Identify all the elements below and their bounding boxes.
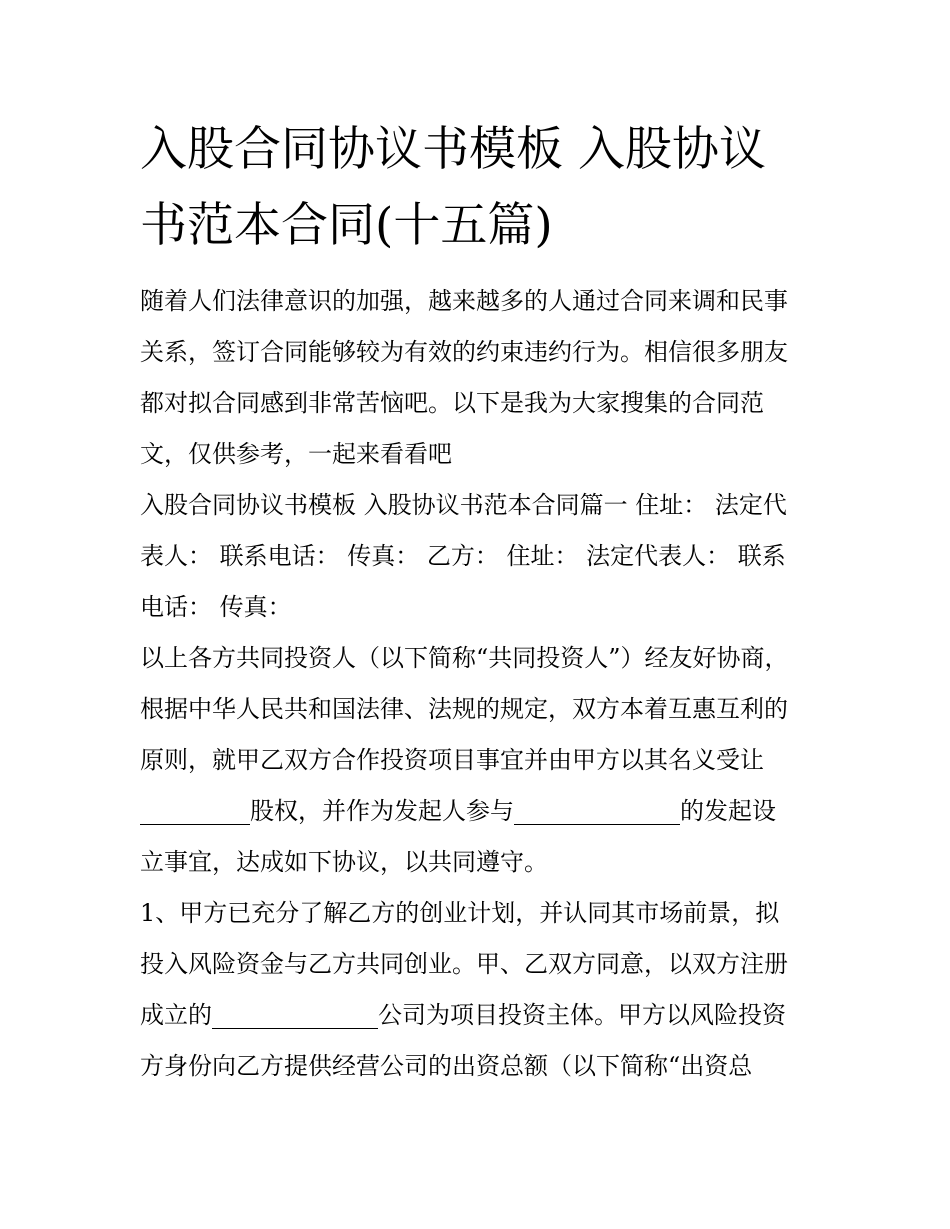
document-title: [140, 112, 830, 264]
document-body: [140, 276, 820, 1092]
text-line: 电话： 传真：: [140, 593, 292, 621]
text-line: 都对拟合同感到非常苦恼吧。以下是我为大家搜集的合同范: [140, 389, 764, 417]
text-line: [140, 990, 820, 1041]
text-line: 方身份向乙方提供经营公司的出资总额（以下简称“出资总: [140, 1052, 753, 1080]
fill-in-blank: [140, 794, 250, 825]
text-line: 根据中华人民共和国法律、法规的规定，双方本着互惠互利的: [140, 695, 788, 723]
fill-in-blank: [514, 794, 680, 825]
text-line: [140, 786, 820, 837]
text-line: 投入风险资金与乙方共同创业。甲、乙双方同意，以双方注册: [140, 950, 788, 978]
text-line: 关系，签订合同能够较为有效的约束违约行为。相信很多朋友: [140, 338, 788, 366]
text-segment: 成立的: [140, 1001, 212, 1029]
title-line: 书范本合同(十五篇): [140, 198, 553, 253]
title-line: 入股合同协议书模板 入股协议: [140, 122, 766, 177]
text-line: 立事宜，达成如下协议，以共同遵守。: [140, 848, 548, 876]
text-line: 以上各方共同投资人（以下简称“共同投资人”）经友好协商，: [140, 644, 789, 672]
text-segment: 的发起设: [680, 797, 776, 825]
text-line: 入股合同协议书模板 入股协议书范本合同篇一 住址： 法定代: [140, 491, 787, 519]
agreement-paragraph: [140, 633, 820, 888]
fill-in-blank: [212, 998, 378, 1029]
parties-paragraph: [140, 480, 820, 633]
text-segment: 股权，并作为发起人参与: [250, 797, 514, 825]
clause-1-paragraph: [140, 888, 820, 1092]
text-line: 表人： 联系电话： 传真： 乙方： 住址： 法定代表人： 联系: [140, 542, 786, 570]
text-line: 随着人们法律意识的加强，越来越多的人通过合同来调和民事: [140, 287, 788, 315]
text-line: 1、甲方已充分了解乙方的创业计划，并认同其市场前景，拟: [140, 899, 780, 927]
text-line: 原则，就甲乙双方合作投资项目事宜并由甲方以其名义受让: [140, 746, 764, 774]
text-line: 文，仅供参考，一起来看看吧: [140, 440, 452, 468]
text-segment: 公司为项目投资主体。甲方以风险投资: [378, 1001, 786, 1029]
intro-paragraph: [140, 276, 820, 480]
